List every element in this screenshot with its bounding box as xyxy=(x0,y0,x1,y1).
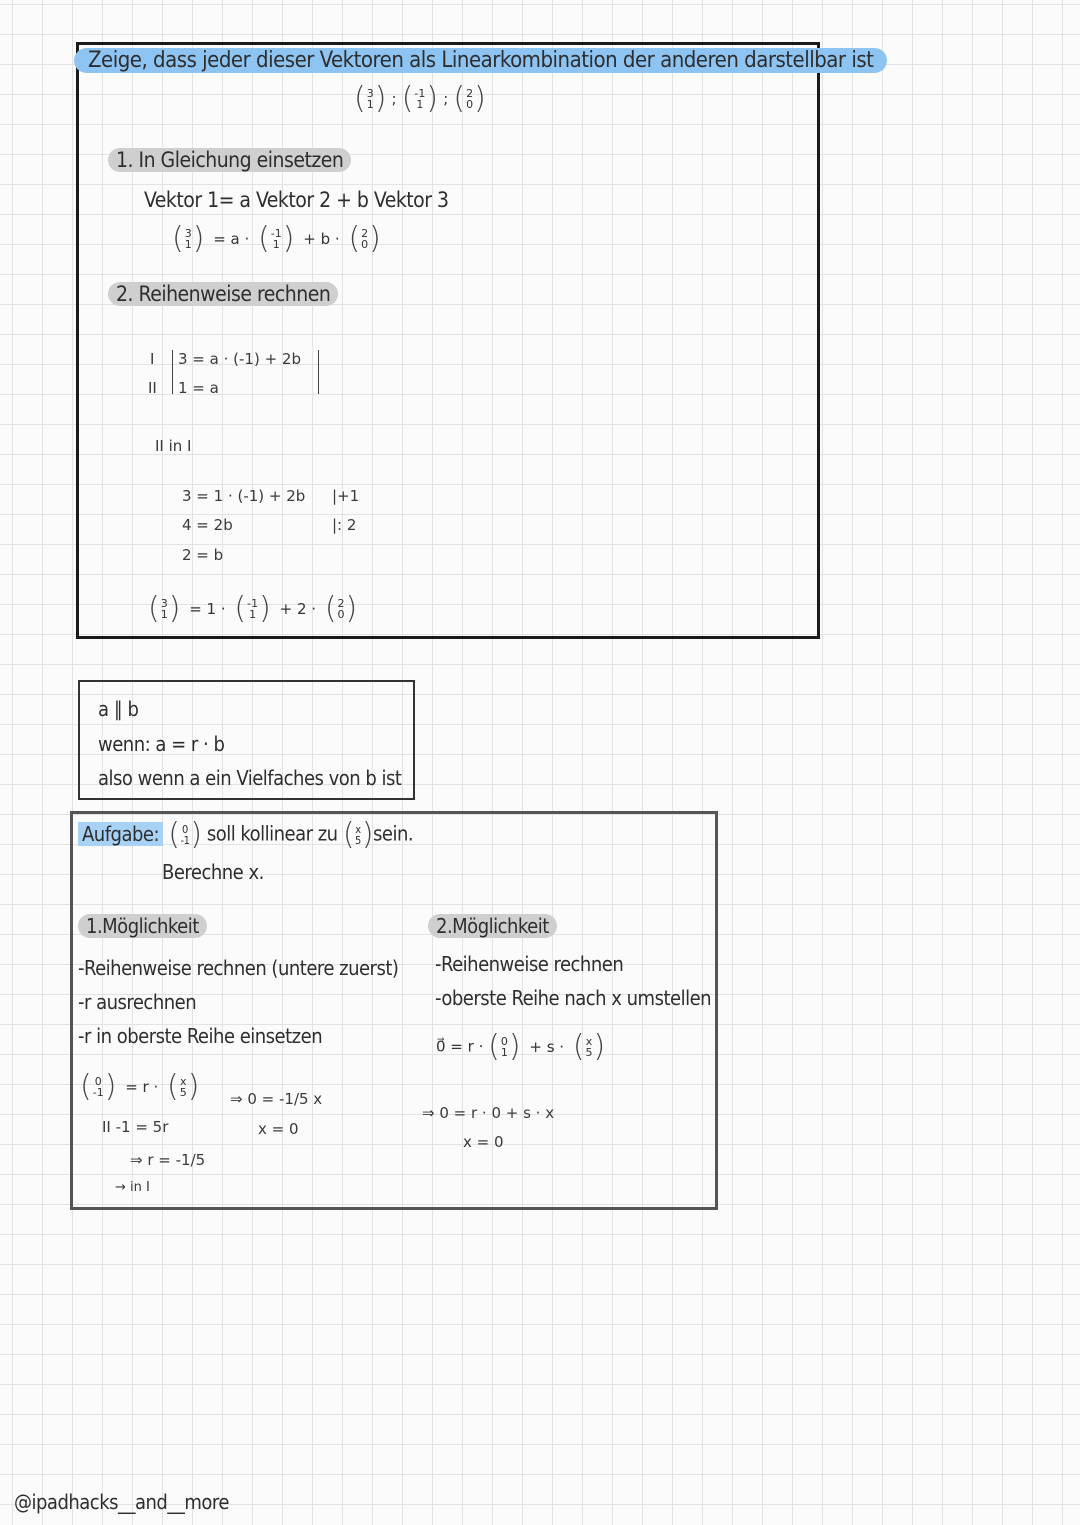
m1-substitute: → in I xyxy=(115,1180,150,1195)
row-2: 1 = a xyxy=(178,379,219,397)
row-1: 3 = a · (-1) + 2b xyxy=(178,350,301,368)
vector-3: ( 2 0 ) xyxy=(453,81,486,116)
calc-op-1: |+1 xyxy=(332,487,360,505)
m1-result-1: ⇒ 0 = -1/5 x xyxy=(230,1090,323,1108)
row-2-label: II xyxy=(148,379,157,397)
m1-r-result: ⇒ r = -1/5 xyxy=(130,1151,206,1169)
step1-heading: 1. In Gleichung einsetzen xyxy=(108,148,351,172)
parallel-condition: wenn: a = r · b xyxy=(98,732,225,756)
result-equation: ( 3 1 ) = 1 · ( -1 1 ) + 2 · ( 2 0 ) xyxy=(148,591,358,626)
calc-line-1: 3 = 1 · (-1) + 2b xyxy=(182,487,306,505)
row-1-label: I xyxy=(150,350,155,368)
step1-line: Vektor 1= a Vektor 2 + b Vektor 3 xyxy=(144,188,449,212)
m1-row: II -1 = 5r xyxy=(102,1118,169,1136)
m1-result-2: x = 0 xyxy=(258,1120,299,1138)
vector-1: ( 3 1 ) xyxy=(354,81,387,116)
m2-result-2: x = 0 xyxy=(463,1133,504,1151)
m1-item-3: -r in oberste Reihe einsetzen xyxy=(78,1024,323,1048)
vector-2: ( -1 1 ) xyxy=(401,81,439,116)
m2-item-2: -oberste Reihe nach x umstellen xyxy=(435,986,712,1010)
m1-item-1: -Reihenweise rechnen (untere zuerst) xyxy=(78,956,399,980)
step1-equation: ( 3 1 ) = a · ( -1 1 ) + b · ( 2 0 ) xyxy=(172,221,381,256)
calc-op-2: |: 2 xyxy=(332,516,357,534)
aufgabe-label: Aufgabe: xyxy=(78,822,163,846)
calc-line-2: 4 = 2b xyxy=(182,516,233,534)
system-bracket-left xyxy=(172,350,173,394)
moeglichkeit-1-title: 1.Möglichkeit xyxy=(78,914,207,938)
m2-result-1: ⇒ 0 = r · 0 + s · x xyxy=(422,1104,555,1122)
parallel-line: a ∥ b xyxy=(98,697,139,721)
box1-vector-list: ( 3 1 ) ; ( -1 1 ) ; ( 2 0 ) xyxy=(354,81,486,116)
step2-heading: 2. Reihenweise rechnen xyxy=(108,282,338,306)
aufgabe-statement: Aufgabe: ( 0 -1 ) soll kollinear zu ( x 5 ) sein. xyxy=(78,820,413,850)
berechne-text: Berechne x. xyxy=(162,860,264,884)
parallel-explanation: also wenn a ein Vielfaches von b ist xyxy=(98,766,402,790)
m1-equation: ( 0 -1 ) = r · ( x 5 ) xyxy=(80,1069,200,1104)
footer-handle: @ipadhacks__and__more xyxy=(14,1490,229,1514)
m2-item-1: -Reihenweise rechnen xyxy=(435,952,624,976)
substitution-note: II in I xyxy=(155,437,192,455)
calc-line-3: 2 = b xyxy=(182,546,224,564)
m1-item-2: -r ausrechnen xyxy=(78,990,197,1014)
system-bracket-right xyxy=(318,350,319,394)
box1-title: Zeige, dass jeder dieser Vektoren als Linearkombination der anderen darstellbar ist xyxy=(74,48,887,73)
moeglichkeit-2-title: 2.Möglichkeit xyxy=(428,914,557,938)
m2-equation: 0⃗ = r · ( 0 1 ) + s · ( x 5 ) xyxy=(436,1029,606,1064)
